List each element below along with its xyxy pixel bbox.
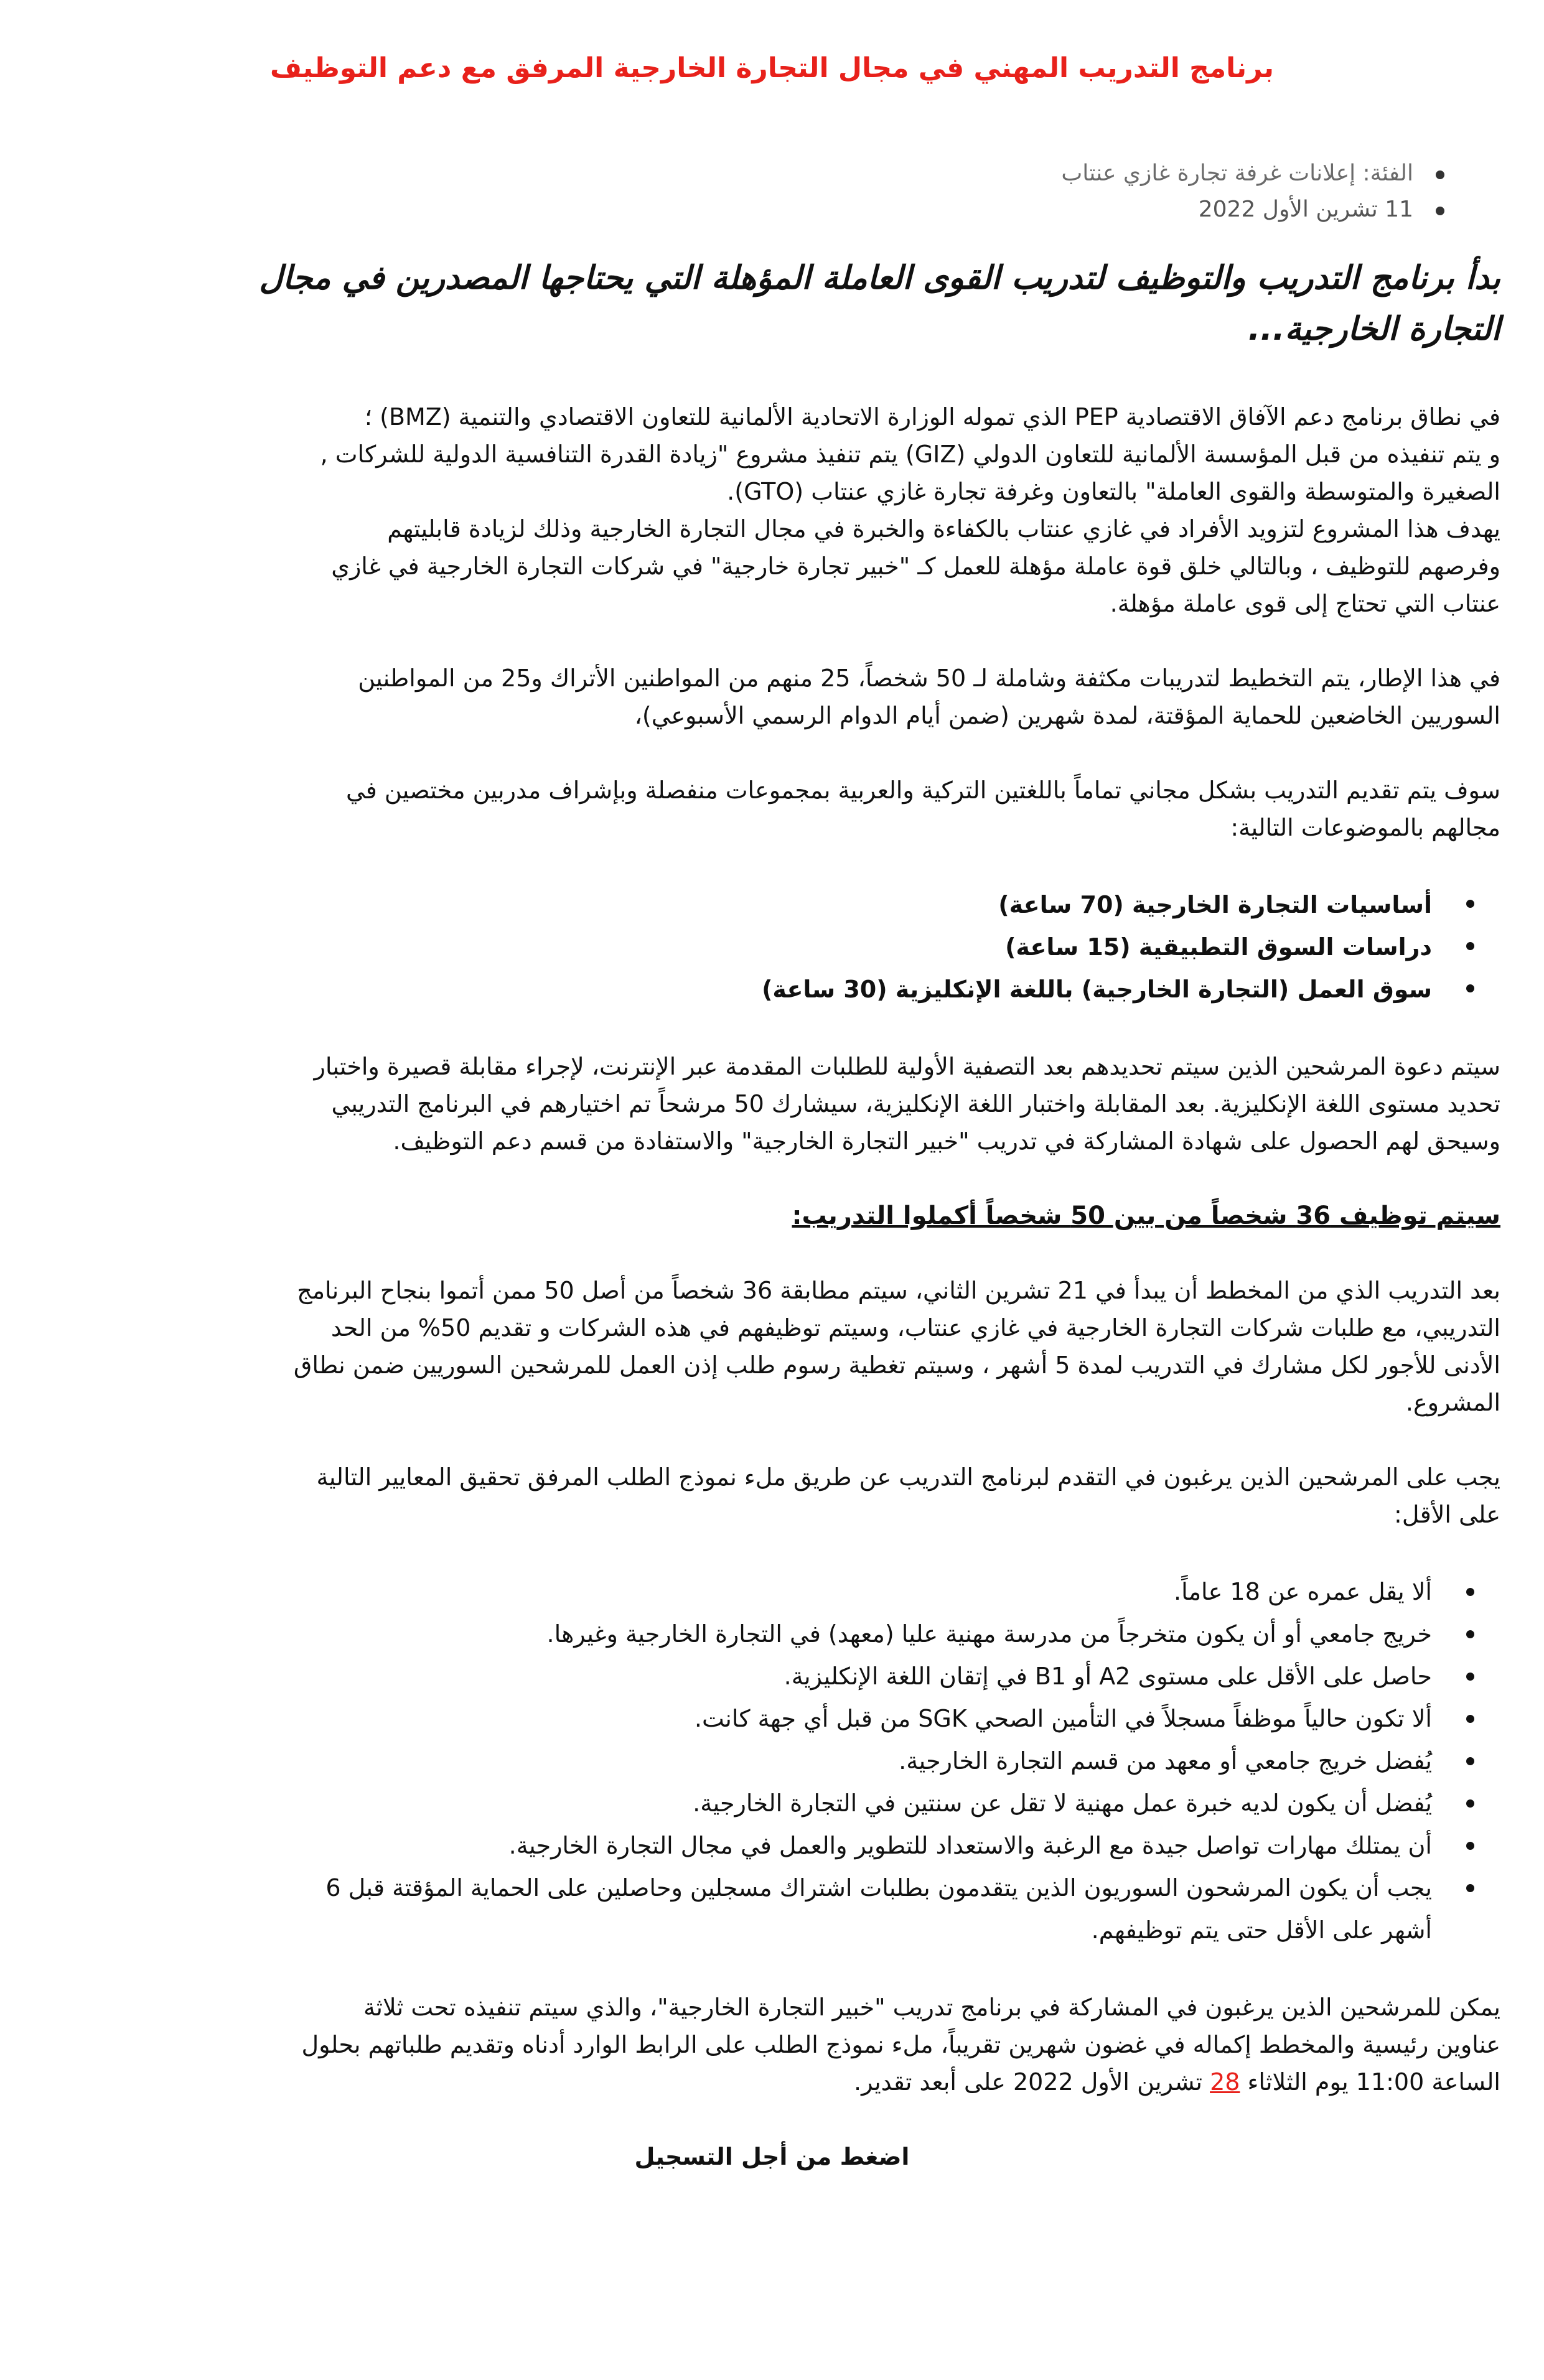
paragraph-line: الصغيرة والمتوسطة والقوى العاملة" بالتعاون وغرفة تجارة غازي عنتاب (GTO). bbox=[727, 478, 1500, 505]
paragraph-line: على الأقل: bbox=[1394, 1501, 1500, 1528]
deadline-date-link[interactable]: 28 bbox=[1210, 2068, 1240, 2096]
meta-list bbox=[44, 156, 1500, 228]
criteria-item: حاصل على الأقل على مستوى A2 أو B1 في إتقان اللغة الإنكليزية. bbox=[44, 1655, 1432, 1697]
paragraph-line: عنتاب التي تحتاج إلى قوى عاملة مؤهلة. bbox=[1110, 590, 1500, 617]
paragraph-line: وسيحق لهم الحصول على شهادة المشاركة في تدريب "خبير التجارة الخارجية" والاستفادة من قسم دعم التوظيف. bbox=[393, 1127, 1500, 1155]
criteria-item: يُفضل أن يكون لديه خبرة عمل مهنية لا تقل عن سنتين في التجارة الخارجية. bbox=[44, 1782, 1432, 1824]
paragraph-line: تحديد مستوى اللغة الإنكليزية. بعد المقابلة واختبار اللغة الإنكليزية، سيشارك 50 مرشحاً تم اختيارهم في البرنامج التدريبي bbox=[331, 1090, 1500, 1118]
selection-paragraph bbox=[44, 1048, 1500, 1160]
deadline-suffix: تشرين الأول 2022 على أبعد تقدير. bbox=[854, 2068, 1210, 2096]
paragraph-line: التدريبي، مع طلبات شركات التجارة الخارجية في غازي عنتاب، وسيتم توظيفهم في هذه الشركات و تقديم 50% من الحد bbox=[330, 1314, 1500, 1342]
paragraph-line: مجالهم بالموضوعات التالية: bbox=[1230, 814, 1500, 841]
paragraph-line: وفرصهم للتوظيف ، وبالتالي خلق قوة عاملة مؤهلة للعمل كـ "خبير تجارة خارجية" في شركات التجارة الخارجية في غازي bbox=[331, 553, 1500, 580]
paragraph-line bbox=[44, 2063, 1500, 2101]
paragraph-line: عناوين رئيسية والمخطط إكماله في غضون شهرين تقريباً، ملء نموذج الطلب على الرابط الوارد أدناه وتقديم طلباتهم بحلول bbox=[301, 2031, 1500, 2058]
publish-date: 11 تشرين الأول 2022 bbox=[44, 192, 1413, 228]
paragraph-line: في نطاق برنامج دعم الآفاق الاقتصادية PEP الذي تموله الوزارة الاتحادية الألمانية للتعاون الاقتصادي والتنمية (BMZ) ؛ bbox=[364, 403, 1500, 431]
criteria-item: ألا تكون حالياً موظفاً مسجلاً في التأمين الصحي SGK من قبل أي جهة كانت. bbox=[44, 1697, 1432, 1740]
training-topics-list bbox=[44, 884, 1500, 1010]
topic-item: أساسيات التجارة الخارجية (70 ساعة) bbox=[44, 884, 1432, 926]
criteria-item: أن يمتلك مهارات تواصل جيدة مع الرغبة والاستعداد للتطوير والعمل في مجال التجارة الخارجية. bbox=[44, 1824, 1432, 1867]
paragraph-line: يمكن للمرشحين الذين يرغبون في المشاركة في برنامج تدريب "خبير التجارة الخارجية"، والذي سيتم تنفيذه تحت ثلاثة bbox=[363, 1994, 1500, 2021]
paragraph-line: السوريين الخاضعين للحماية المؤقتة، لمدة شهرين (ضمن أيام الدوام الرسمي الأسبوعي)، bbox=[634, 702, 1500, 729]
criteria-item-continuation: أشهر على الأقل حتى يتم توظيفهم. bbox=[1091, 1916, 1432, 1944]
paragraph-line: في هذا الإطار، يتم التخطيط لتدريبات مكثفة وشاملة لـ 50 شخصاً، 25 منهم من المواطنين الأتراك و25 من المواطنين bbox=[358, 665, 1500, 692]
paragraph-line: الأدنى للأجور لكل مشارك في التدريب لمدة 5 أشهر ، وسيتم تغطية رسوم طلب إذن العمل للمرشحين السوريين ضمن نطاق bbox=[293, 1351, 1500, 1379]
page-title: برنامج التدريب المهني في مجال التجارة الخارجية المرفق مع دعم التوظيف bbox=[269, 52, 1275, 84]
criteria-item bbox=[44, 1867, 1432, 1951]
criteria-item: يُفضل خريج جامعي أو معهد من قسم التجارة الخارجية. bbox=[44, 1740, 1432, 1782]
framework-paragraph bbox=[44, 660, 1500, 734]
employment-heading: سيتم توظيف 36 شخصاً من بين 50 شخصاً أكملوا التدريب: bbox=[792, 1202, 1500, 1230]
topic-item: دراسات السوق التطبيقية (15 ساعة) bbox=[44, 926, 1432, 968]
criteria-intro-paragraph bbox=[44, 1458, 1500, 1533]
paragraph-line: يجب على المرشحين الذين يرغبون في التقدم لبرنامج التدريب عن طريق ملء نموذج الطلب المرفق تحقيق المعايير التالية bbox=[316, 1463, 1500, 1491]
employment-paragraph bbox=[44, 1272, 1500, 1421]
lead-line: بدأ برنامج التدريب والتوظيف لتدريب القوى العاملة المؤهلة التي يحتاجها المصدرين في مجال bbox=[259, 259, 1500, 297]
criteria-item: خريج جامعي أو أن يكون متخرجاً من مدرسة مهنية عليا (معهد) في التجارة الخارجية وغيرها. bbox=[44, 1613, 1432, 1655]
deadline-prefix: الساعة 11:00 يوم الثلاثاء bbox=[1240, 2068, 1500, 2096]
intro-paragraph bbox=[44, 398, 1500, 622]
paragraph-line: سيتم دعوة المرشحين الذين سيتم تحديدهم بعد التصفية الأولية للطلبات المقدمة عبر الإنترنت، لإجراء مقابلة قصيرة واختبار bbox=[314, 1053, 1500, 1080]
lead-heading bbox=[44, 253, 1500, 355]
criteria-list bbox=[44, 1570, 1500, 1951]
criteria-item: ألا يقل عمره عن 18 عاماً. bbox=[44, 1570, 1432, 1613]
topic-item: سوق العمل (التجارة الخارجية) باللغة الإنكليزية (30 ساعة) bbox=[44, 968, 1432, 1010]
lead-line: التجارة الخارجية... bbox=[1248, 310, 1500, 348]
paragraph-line: بعد التدريب الذي من المخطط أن يبدأ في 21 تشرين الثاني، سيتم مطابقة 36 شخصاً من أصل 50 ممن أتموا بنجاح البرنامج bbox=[297, 1277, 1500, 1304]
criteria-item-text: يجب أن يكون المرشحون السوريون الذين يتقدمون بطلبات اشتراك مسجلين وحاصلين على الحماية المؤقتة قبل 6 bbox=[325, 1874, 1432, 1902]
paragraph-line: سوف يتم تقديم التدريب بشكل مجاني تماماً باللغتين التركية والعربية بمجموعات منفصلة وبإشراف مدربين مختصين في bbox=[345, 777, 1500, 804]
category-label[interactable]: الفئة: إعلانات غرفة تجارة غازي عنتاب bbox=[44, 156, 1413, 192]
closing-paragraph bbox=[44, 1989, 1500, 2101]
paragraph-line: يهدف هذا المشروع لتزويد الأفراد في غازي عنتاب بالكفاءة والخبرة في مجال التجارة الخارجية وذلك لزيادة قابليتهم bbox=[387, 515, 1500, 543]
languages-paragraph bbox=[44, 772, 1500, 846]
paragraph-line: المشروع. bbox=[1405, 1389, 1500, 1416]
paragraph-line: و يتم تنفيذه من قبل المؤسسة الألمانية للتعاون الدولي (GIZ) يتم تنفيذ مشروع "زيادة القدرة التنافسية الدولية للشركات , bbox=[320, 441, 1500, 468]
register-link[interactable]: اضغط من أجل التسجيل bbox=[634, 2143, 910, 2170]
